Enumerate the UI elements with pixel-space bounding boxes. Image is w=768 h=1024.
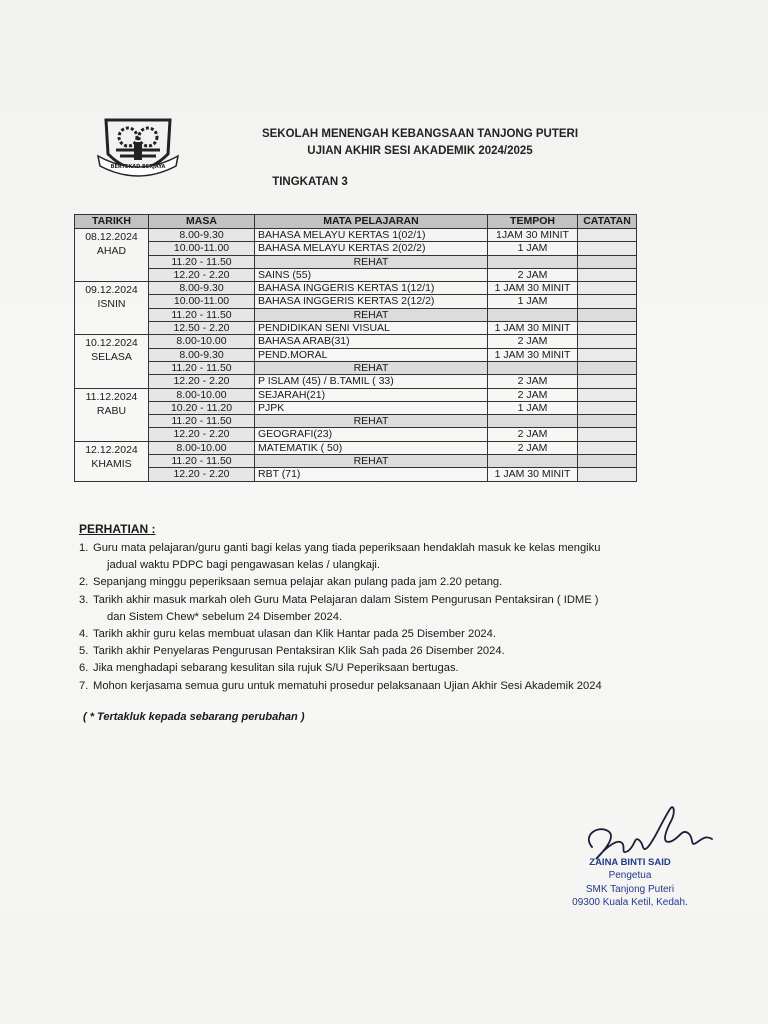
notice-item-number: 3. — [79, 593, 89, 606]
table-row — [75, 401, 637, 414]
time-cell: 11.20 - 11.50 — [149, 415, 255, 428]
notes-cell — [578, 268, 637, 281]
time-cell: 8.00-9.30 — [149, 282, 255, 295]
disclaimer: ( * Tertakluk kepada sebarang perubahan ) — [83, 711, 305, 723]
subject-cell: P ISLAM (45) / B.TAMIL ( 33) — [255, 375, 488, 388]
subject-cell: SEJARAH(21) — [255, 388, 488, 401]
time-cell: 10.20 - 11.20 — [149, 401, 255, 414]
time-cell: 12.20 - 2.20 — [149, 468, 255, 481]
duration-cell: 1 JAM 30 MINIT — [488, 282, 578, 295]
notes-cell — [578, 388, 637, 401]
notice-item — [79, 660, 713, 677]
duration-cell: 1 JAM — [488, 242, 578, 255]
duration-cell: 1 JAM 30 MINIT — [488, 468, 578, 481]
subject-cell: REHAT — [255, 361, 488, 374]
exam-date: 10.12.2024 — [85, 337, 138, 350]
time-cell: 11.20 - 11.50 — [149, 255, 255, 268]
notes-cell — [578, 229, 637, 242]
notes-cell — [578, 361, 637, 374]
subject-cell: BAHASA ARAB(31) — [255, 335, 488, 348]
exam-date-cell — [75, 282, 149, 335]
column-header-date: TARIKH — [75, 215, 149, 229]
notice-item-text: Tarikh akhir Penyelaras Pengurusan Pentaksiran Klik Sah pada 26 Disember 2024. — [93, 645, 505, 658]
notes-cell — [578, 335, 637, 348]
duration-cell — [488, 455, 578, 468]
exam-day: AHAD — [96, 245, 127, 257]
notice-item — [79, 540, 713, 574]
school-address: 09300 Kuala Ketil, Kedah. — [572, 897, 688, 908]
notice-item-text: Guru mata pelajaran/guru ganti bagi kelas yang tiada peperiksaan hendaklah masuk ke kelas mengiku — [93, 542, 601, 554]
time-cell: 12.20 - 2.20 — [149, 375, 255, 388]
time-cell: 11.20 - 11.50 — [149, 455, 255, 468]
exam-date: 08.12.2024 — [85, 231, 138, 243]
school-logo — [96, 112, 180, 186]
table-row — [75, 441, 637, 454]
table-row — [75, 242, 637, 255]
subject-cell: BAHASA MELAYU KERTAS 1(02/1) — [255, 229, 488, 242]
exam-date-cell — [75, 335, 149, 388]
duration-cell — [488, 415, 578, 428]
table-row — [75, 375, 637, 388]
duration-cell: 2 JAM — [488, 335, 578, 348]
notes-cell — [578, 348, 637, 361]
exam-day: RABU — [96, 404, 127, 417]
subject-cell: REHAT — [255, 455, 488, 468]
notice-list — [79, 540, 713, 695]
subject-cell: REHAT — [255, 255, 488, 268]
column-header-time: MASA — [149, 215, 255, 229]
table-row — [75, 428, 637, 441]
notice-item — [79, 626, 713, 643]
notes-cell — [578, 295, 637, 308]
notice-item-text: Sepanjang minggu peperiksaan semua pelajar akan pulang pada jam 2.20 petang. — [93, 576, 503, 589]
notice-item-number: 5. — [79, 645, 89, 658]
duration-cell — [488, 308, 578, 321]
notes-cell — [578, 455, 637, 468]
notice-item-number: 6. — [79, 662, 89, 675]
notice-item — [79, 592, 713, 626]
column-header-notes: CATATAN — [578, 215, 637, 229]
column-header-subject: MATA PELAJARAN — [255, 215, 488, 229]
exam-timetable — [74, 214, 637, 482]
time-cell: 8.00-9.30 — [149, 348, 255, 361]
subject-cell: BAHASA INGGERIS KERTAS 2(12/2) — [255, 295, 488, 308]
notes-cell — [578, 468, 637, 481]
subject-cell: PENDIDIKAN SENI VISUAL — [255, 322, 488, 335]
time-cell: 11.20 - 11.50 — [149, 308, 255, 321]
notice-item-number: 4. — [79, 628, 89, 641]
time-cell: 10.00-11.00 — [149, 295, 255, 308]
duration-cell: 1 JAM — [488, 401, 578, 414]
subject-cell: REHAT — [255, 415, 488, 428]
table-row — [75, 335, 637, 348]
notice-item — [79, 574, 713, 591]
table-row-break — [75, 308, 637, 321]
time-cell: 12.20 - 2.20 — [149, 268, 255, 281]
subject-cell: REHAT — [255, 308, 488, 321]
school-short-name: SMK Tanjong Puteri — [585, 884, 675, 895]
table-row-break — [75, 361, 637, 374]
duration-cell: 1JAM 30 MINIT — [488, 229, 578, 242]
table-row-break — [75, 255, 637, 268]
duration-cell: 1 JAM 30 MINIT — [488, 348, 578, 361]
subject-cell: MATEMATIK ( 50) — [255, 441, 488, 454]
table-row — [75, 468, 637, 481]
exam-date-cell — [75, 388, 149, 441]
notice-item — [79, 678, 713, 695]
time-cell: 8.00-9.30 — [149, 229, 255, 242]
table-row — [75, 229, 637, 242]
subject-cell: PEND.MORAL — [255, 348, 488, 361]
table-row — [75, 388, 637, 401]
time-cell: 8.00-10.00 — [149, 335, 255, 348]
duration-cell: 2 JAM — [488, 388, 578, 401]
principal-name: ZAINA BINTI SAID — [589, 857, 671, 868]
grade-title: TINGKATAN 3 — [272, 176, 348, 188]
subject-cell: BAHASA MELAYU KERTAS 2(02/2) — [255, 242, 488, 255]
exam-date: 12.12.2024 — [85, 443, 138, 456]
subject-cell: PJPK — [255, 401, 488, 414]
table-row — [75, 348, 637, 361]
notice-item-text: Tarikh akhir guru kelas membuat ulasan dan Klik Hantar pada 25 Disember 2024. — [93, 628, 496, 641]
time-cell: 8.00-10.00 — [149, 388, 255, 401]
time-cell: 11.20 - 11.50 — [149, 361, 255, 374]
subject-cell: BAHASA INGGERIS KERTAS 1(12/1) — [255, 282, 488, 295]
duration-cell: 2 JAM — [488, 268, 578, 281]
table-row-break — [75, 415, 637, 428]
notice-item-text-continued: jadual waktu PDPC bagi pengawasan kelas / ulangkaji. — [107, 559, 381, 572]
duration-cell: 2 JAM — [488, 428, 578, 441]
table-row — [75, 295, 637, 308]
time-cell: 10.00-11.00 — [149, 242, 255, 255]
notes-cell — [578, 415, 637, 428]
exam-date-cell — [75, 441, 149, 481]
duration-cell: 1 JAM 30 MINIT — [488, 322, 578, 335]
notice-item-text-continued: dan Sistem Chew* sebelum 24 Disember 2024. — [107, 610, 343, 623]
table-row — [75, 268, 637, 281]
logo-ribbon-text: BERTEKAD BERJAYA — [110, 164, 166, 170]
subject-cell: SAINS (55) — [255, 268, 488, 281]
exam-title: UJIAN AKHIR SESI AKADEMIK 2024/2025 — [307, 145, 533, 157]
subject-cell: GEOGRAFI(23) — [255, 428, 488, 441]
timetable-body — [75, 229, 637, 482]
notes-cell — [578, 375, 637, 388]
notes-cell — [578, 308, 637, 321]
exam-date: 09.12.2024 — [85, 284, 138, 297]
table-row — [75, 322, 637, 335]
exam-day: KHAMIS — [91, 457, 132, 470]
exam-date-cell — [75, 229, 149, 282]
column-header-duration: TEMPOH — [488, 215, 578, 229]
principal-title: Pengetua — [608, 870, 652, 881]
table-row-break — [75, 455, 637, 468]
duration-cell: 1 JAM — [488, 295, 578, 308]
notice-item-text: Mohon kerjasama semua guru untuk mematuhi prosedur pelaksanaan Ujian Akhir Sesi Akademik 2024 — [93, 679, 602, 692]
time-cell: 12.50 - 2.20 — [149, 322, 255, 335]
subject-cell: RBT (71) — [255, 468, 488, 481]
notice-item-text: Jika menghadapi sebarang kesulitan sila rujuk S/U Peperiksaan bertugas. — [93, 662, 459, 675]
duration-cell — [488, 255, 578, 268]
exam-date: 11.12.2024 — [85, 390, 138, 403]
notice-heading: PERHATIAN : — [79, 522, 156, 536]
time-cell: 8.00-10.00 — [149, 441, 255, 454]
time-cell: 12.20 - 2.20 — [149, 428, 255, 441]
school-name: SEKOLAH MENENGAH KEBANGSAAN TANJONG PUTERI — [261, 128, 579, 140]
notice-item-text: Tarikh akhir masuk markah oleh Guru Mata Pelajaran dalam Sistem Pengurusan Pentaksiran ( IDME ) — [93, 593, 599, 606]
exam-day: ISNIN — [97, 298, 126, 311]
notes-cell — [578, 255, 637, 268]
table-header-row — [75, 215, 637, 229]
notice-item-number: 1. — [79, 542, 89, 554]
notes-cell — [578, 322, 637, 335]
notes-cell — [578, 401, 637, 414]
exam-day: SELASA — [91, 351, 132, 364]
notice-item-number: 2. — [79, 576, 89, 589]
notice-item — [79, 643, 713, 660]
duration-cell: 2 JAM — [488, 375, 578, 388]
notes-cell — [578, 282, 637, 295]
notes-cell — [578, 428, 637, 441]
notes-cell — [578, 242, 637, 255]
duration-cell: 2 JAM — [488, 441, 578, 454]
table-row — [75, 282, 637, 295]
notice-item-number: 7. — [79, 679, 89, 692]
notes-cell — [578, 441, 637, 454]
duration-cell — [488, 361, 578, 374]
